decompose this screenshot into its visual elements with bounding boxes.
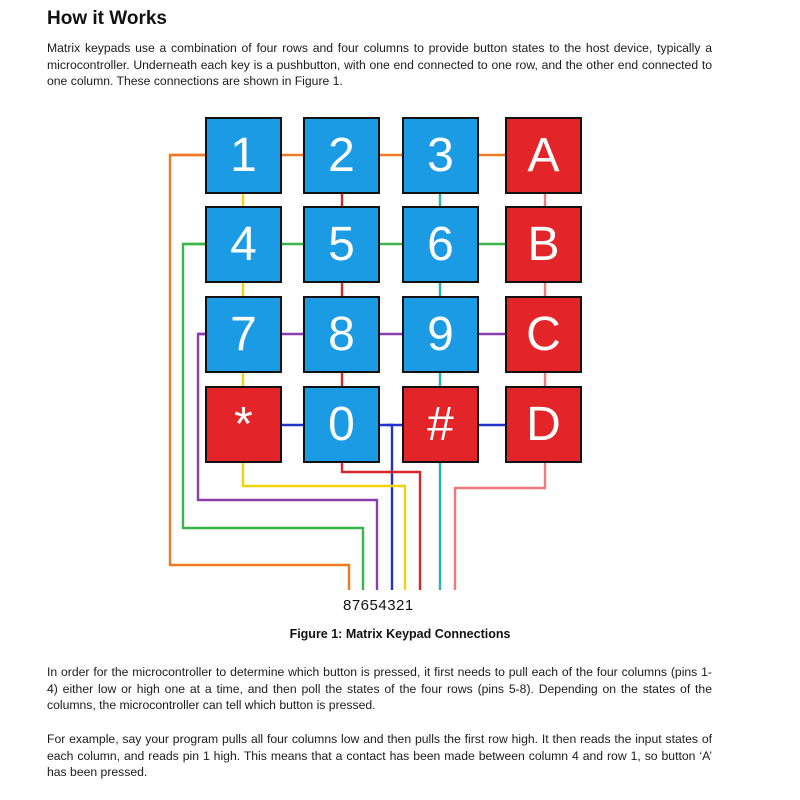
key-3[interactable]: 3 xyxy=(402,117,479,194)
key-6[interactable]: 6 xyxy=(402,206,479,283)
key-8[interactable]: 8 xyxy=(303,296,380,373)
page-title: How it Works xyxy=(47,8,167,29)
key-d[interactable]: D xyxy=(505,386,582,463)
intro-paragraph: Matrix keypads use a combination of four rows and four columns to provide button states to the host device, typically a microcontroller. Underneath each key is a pushbutton, with one end connected to one row, and the other end connected to one column. These connections are shown in Figure 1. xyxy=(47,41,712,88)
key-b[interactable]: B xyxy=(505,206,582,283)
key-star[interactable]: * xyxy=(205,386,282,463)
figure-caption: Figure 1: Matrix Keypad Connections xyxy=(289,627,511,641)
key-hash[interactable]: # xyxy=(402,386,479,463)
col-1-route xyxy=(243,463,405,590)
example-paragraph: For example, say your program pulls all four columns low and then pulls the first row high. It then reads the input states of each column, and reads pin 1 high. This means that a contact has been made between column 4 and row 1, so button ‘A’ has been pressed. xyxy=(47,732,712,779)
row-4-route xyxy=(386,425,392,590)
key-a[interactable]: A xyxy=(505,117,582,194)
key-4[interactable]: 4 xyxy=(205,206,282,283)
key-2[interactable]: 2 xyxy=(303,117,380,194)
col-4-route xyxy=(455,463,545,590)
pin-labels: 87654321 xyxy=(343,597,414,614)
col-2-route xyxy=(342,463,420,590)
key-5[interactable]: 5 xyxy=(303,206,380,283)
key-c[interactable]: C xyxy=(505,296,582,373)
key-7[interactable]: 7 xyxy=(205,296,282,373)
key-9[interactable]: 9 xyxy=(402,296,479,373)
key-0[interactable]: 0 xyxy=(303,386,380,463)
explanation-paragraph: In order for the microcontroller to determine which button is pressed, it first needs to pull each of the four columns (pins 1-4) either low or high one at a time, and then poll the states of the four rows (pins 5-8). Depending on the states of the columns, the microcontroller can tell which button is pressed. xyxy=(47,665,712,712)
key-1[interactable]: 1 xyxy=(205,117,282,194)
